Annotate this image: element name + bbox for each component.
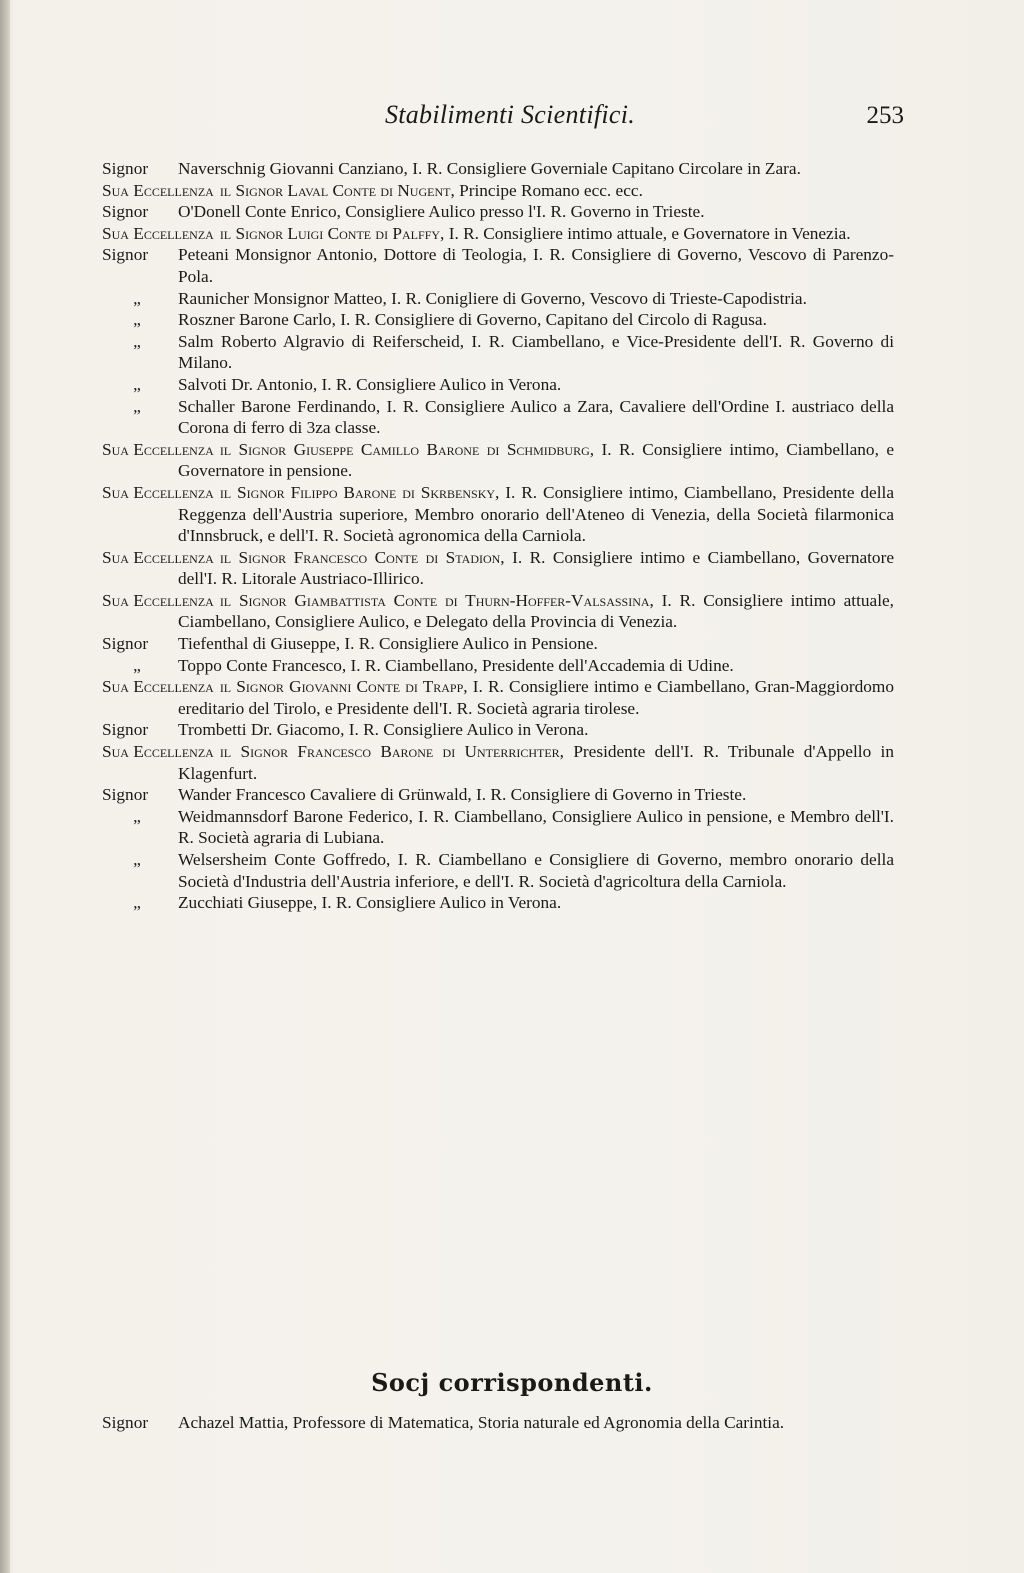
entry-prefix: Sua Eccellenza xyxy=(102,482,214,502)
entry-text: O'Donell Conte Enrico, Consigliere Aulico presso l'I. R. Governo in Trieste. xyxy=(178,202,705,222)
list-item xyxy=(102,806,894,849)
entry-title-name: il Signor Giambattista Conte di Thurn-Hoffer-Valsassina, xyxy=(219,590,654,610)
entry-text: Naverschnig Giovanni Canziano, I. R. Consigliere Governiale Capitano Circolare in Zara. xyxy=(178,159,801,178)
list-item xyxy=(102,223,894,245)
list-item xyxy=(102,288,894,310)
list-item xyxy=(102,439,894,482)
entry-text: Tiefenthal di Giuseppe, I. R. Consigliere Aulico in Pensione. xyxy=(178,634,598,654)
page-header xyxy=(100,100,920,140)
list-item xyxy=(102,719,894,741)
entry-prefix: Sua Eccellenza xyxy=(102,590,214,610)
entry-prefix: „ xyxy=(133,850,141,869)
list-item xyxy=(102,849,894,892)
entry-title-name: il Signor Giuseppe Camillo Barone di Schmidburg, xyxy=(219,439,595,459)
entry-prefix: Signor xyxy=(102,202,149,222)
entry-text: Achazel Mattia, Professore di Matematica, Storia naturale ed Agronomia della Carintia. xyxy=(178,1413,785,1432)
list-item xyxy=(102,547,894,590)
entry-text: I. R. Consigliere intimo, Ciambellano, e Governatore in pensione. xyxy=(178,439,894,481)
running-title: Stabilimenti Scientifici. xyxy=(384,100,636,129)
entry-prefix: Sua Eccellenza xyxy=(102,547,214,567)
entry-prefix: „ xyxy=(133,806,141,826)
entry-text: Roszner Barone Carlo, I. R. Consigliere di Governo, Capitano del Circolo di Ragusa. xyxy=(178,310,767,330)
page-number: 253 xyxy=(866,102,904,129)
section-title: Socj corrispondenti. xyxy=(371,1368,653,1397)
entry-text: I. R. Consigliere intimo attuale, Ciambellano, Consigliere Aulico, e Delegato della Provincia di Venezia. xyxy=(178,590,894,632)
entry-text: Salm Roberto Algravio di Reiferscheid, I. R. Ciambellano, e Vice-Presidente dell'I. R. Governo di Milano. xyxy=(178,331,894,373)
entry-prefix: Signor xyxy=(102,785,149,805)
list-item xyxy=(102,633,894,655)
list-item xyxy=(102,374,894,396)
list-item xyxy=(102,784,894,806)
list-item xyxy=(102,244,894,287)
entry-text: I. R. Consigliere intimo, Ciambellano, Presidente della Reggenza dell'Austria superiore, Membro onorario dell'Ateneo di Venezia, della Società filarmonica d'Innsbruck, e dell'I. R. Società agronomica della Carniola. xyxy=(178,482,894,546)
entry-text: Toppo Conte Francesco, I. R. Ciambellano, Presidente dell'Accademia di Udine. xyxy=(178,655,734,675)
list-item xyxy=(102,655,894,677)
list-item xyxy=(102,201,894,223)
list-item xyxy=(102,180,894,202)
list-item xyxy=(102,676,894,719)
entry-text: Schaller Barone Ferdinando, I. R. Consigliere Aulico a Zara, Cavaliere dell'Ordine I. austriaco della Corona di ferro di 3za classe. xyxy=(178,396,894,438)
entry-prefix: Sua Eccellenza xyxy=(102,223,214,243)
entry-text: I. R. Consigliere intimo e Ciambellano, Governatore dell'I. R. Litorale Austriaco-Illirico. xyxy=(178,547,894,589)
entry-prefix: „ xyxy=(133,893,141,913)
entry-prefix: Signor xyxy=(102,720,149,740)
entry-title-name: il Signor Filippo Barone di Skrbensky, xyxy=(219,482,500,502)
entry-prefix: Sua Eccellenza xyxy=(102,439,214,459)
entry-prefix: Signor xyxy=(102,634,149,654)
entry-text: Welsersheim Conte Goffredo, I. R. Ciambellano e Consigliere di Governo, membro onorario della Società d'Industria dell'Austria inferiore, e dell'I. R. Società d'agricoltura della Carniola. xyxy=(178,850,894,891)
entry-title-name: il Signor Luigi Conte di Palffy, xyxy=(219,223,445,243)
entry-prefix: Sua Eccellenza xyxy=(102,180,214,200)
entry-prefix: Sua Eccellenza xyxy=(102,742,214,762)
entry-title-name: il Signor Francesco Conte di Stadion, xyxy=(219,547,505,567)
list-item xyxy=(102,331,894,374)
entry-text: Trombetti Dr. Giacomo, I. R. Consigliere Aulico in Verona. xyxy=(178,720,589,740)
entry-text: Zucchiati Giuseppe, I. R. Consigliere Aulico in Verona. xyxy=(178,893,562,913)
entry-text: Peteani Monsignor Antonio, Dottore di Teologia, I. R. Consigliere di Governo, Vescovo di Parenzo-Pola. xyxy=(178,245,894,286)
entry-prefix: Sua Eccellenza xyxy=(102,677,214,697)
entry-title-name: il Signor Francesco Barone di Unterrichter, xyxy=(219,742,564,762)
corresponding-members-list xyxy=(102,1412,894,1434)
entry-title-name: il Signor Giovanni Conte di Trapp, xyxy=(219,677,468,697)
entry-text: Presidente dell'I. R. Tribunale d'Appello in Klagenfurt. xyxy=(178,742,894,783)
entry-prefix: Signor xyxy=(102,1413,149,1432)
entry-prefix: „ xyxy=(133,331,141,351)
entry-text: Wander Francesco Cavaliere di Grünwald, I. R. Consigliere di Governo in Trieste. xyxy=(178,785,747,805)
list-item xyxy=(102,741,894,784)
entry-text: Principe Romano ecc. ecc. xyxy=(459,180,643,200)
entry-text: Salvoti Dr. Antonio, I. R. Consigliere Aulico in Verona. xyxy=(178,374,562,394)
list-item xyxy=(102,1412,894,1434)
entry-title-name: il Signor Laval Conte di Nugent, xyxy=(219,180,455,200)
entry-text: I. R. Consigliere intimo e Ciambellano, Gran-Maggiordomo ereditario del Tirolo, e Presidente dell'I. R. Società agraria tirolese. xyxy=(178,677,894,718)
entry-prefix: „ xyxy=(133,310,141,330)
member-list xyxy=(102,158,894,914)
entry-prefix: „ xyxy=(133,374,141,394)
list-item xyxy=(102,892,894,914)
list-item xyxy=(102,158,894,180)
list-item xyxy=(102,482,894,547)
list-item xyxy=(102,590,894,633)
entry-text: Weidmannsdorf Barone Federico, I. R. Ciambellano, Consigliere Aulico in pensione, e Membro dell'I. R. Società agraria di Lubiana. xyxy=(178,806,894,848)
entry-text: I. R. Consigliere intimo attuale, e Governatore in Venezia. xyxy=(448,223,851,243)
book-gutter xyxy=(0,0,10,1573)
list-item xyxy=(102,309,894,331)
entry-prefix: Signor xyxy=(102,159,149,178)
entry-text: Raunicher Monsignor Matteo, I. R. Conigliere di Governo, Vescovo di Trieste-Capodistria. xyxy=(178,288,807,308)
entry-prefix: „ xyxy=(133,655,141,675)
entry-prefix: Signor xyxy=(102,245,149,265)
list-item xyxy=(102,396,894,439)
entry-prefix: „ xyxy=(133,288,141,308)
entry-prefix: „ xyxy=(133,396,141,416)
